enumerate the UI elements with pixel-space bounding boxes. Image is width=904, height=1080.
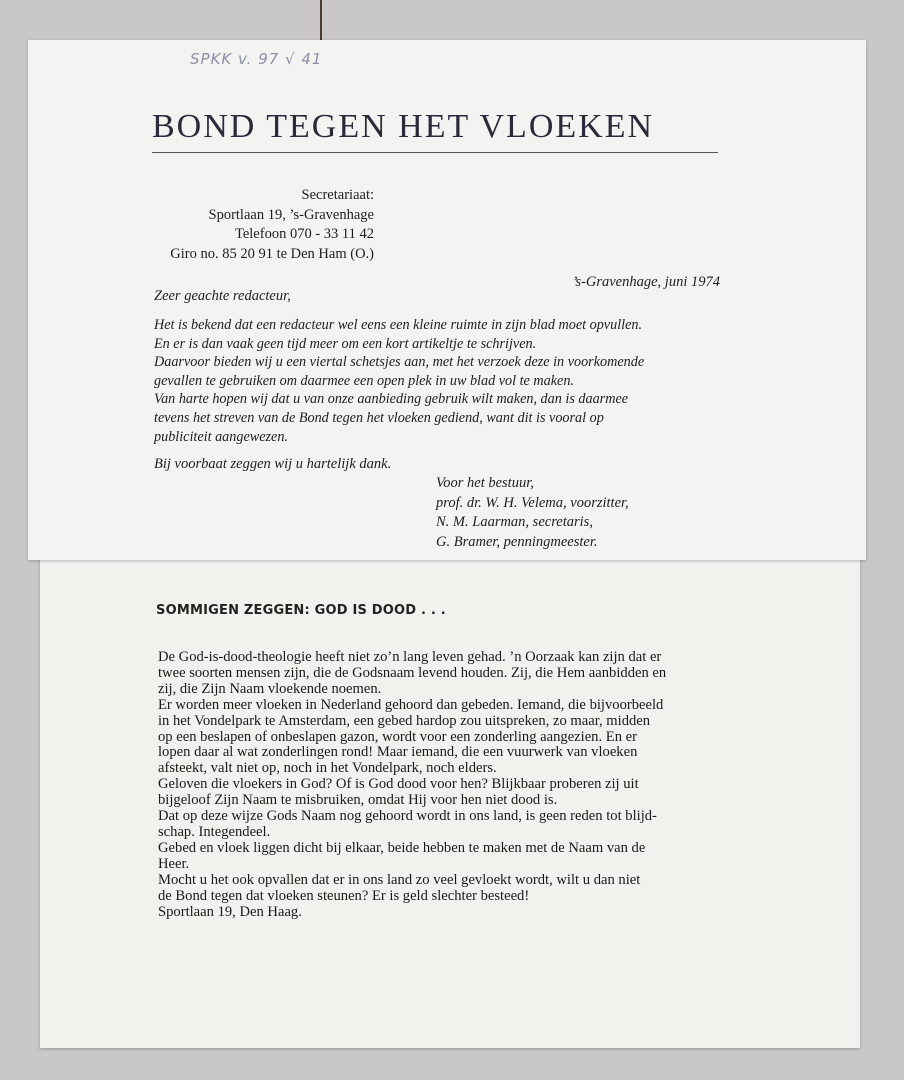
address-line: Sportlaan 19, ’s-Gravenhage bbox=[208, 206, 374, 223]
letter-date: ’s-Gravenhage, juni 1974 bbox=[572, 274, 720, 290]
article-line: Gebed en vloek liggen dicht bij elkaar, beide hebben te maken met de Naam van de bbox=[158, 839, 646, 856]
article-line: Sportlaan 19, Den Haag. bbox=[158, 903, 302, 920]
article-title: SOMMIGEN ZEGGEN: GOD IS DOOD . . . bbox=[156, 603, 446, 618]
body-line: gevallen te gebruiken om daarmee een open plek in uw blad vol te maken. bbox=[154, 372, 574, 389]
letter-body bbox=[154, 316, 720, 446]
body-line: tevens het streven van de Bond tegen het vloeken gediend, want dit is vooral op bbox=[154, 409, 604, 426]
article-line: in het Vondelpark te Amsterdam, een gebed hardop zou uitspreken, zo maar, midden bbox=[158, 712, 651, 729]
title-rule bbox=[152, 152, 718, 153]
body-line: Het is bekend dat een redacteur wel eens een kleine ruimte in zijn blad moet opvullen. bbox=[154, 317, 643, 333]
article-line: Heer. bbox=[158, 855, 190, 872]
body-line: publiciteit aangewezen. bbox=[154, 428, 288, 445]
article-body bbox=[158, 650, 724, 920]
article-line: Mocht u het ook opvallen dat er in ons land zo veel gevloekt wordt, wilt u dan niet bbox=[158, 871, 641, 888]
signature-block bbox=[436, 474, 629, 552]
address-line: Giro no. 85 20 91 te Den Ham (O.) bbox=[170, 245, 374, 262]
body-line: Van harte hopen wij dat u van onze aanbieding gebruik wilt maken, dan is daarmee bbox=[154, 391, 629, 408]
address-line: Telefoon 070 - 33 11 42 bbox=[235, 226, 374, 242]
article-line: Er worden meer vloeken in Nederland gehoord dan gebeden. Iemand, die bijvoorbeeld bbox=[158, 696, 664, 713]
salutation: Zeer geachte redacteur, bbox=[154, 288, 291, 304]
article-line: twee soorten mensen zijn, die de Godsnaam levend houden. Zij, die Hem aanbidden en bbox=[158, 664, 667, 681]
body-line: En er is dan vaak geen tijd meer om een kort artikeltje te schrijven. bbox=[154, 335, 537, 352]
signature-line: N. M. Laarman, secretaris, bbox=[436, 514, 593, 530]
letterhead-title: BOND TEGEN HET VLOEKEN bbox=[152, 108, 655, 145]
article-line: zij, die Zijn Naam vloekende noemen. bbox=[158, 680, 382, 697]
article-line: De God-is-dood-theologie heeft niet zo’n lang leven gehad. ’n Oorzaak kan zijn dat er bbox=[158, 649, 662, 665]
article-line: bijgeloof Zijn Naam te misbruiken, omdat Hij voor hen niet dood is. bbox=[158, 792, 558, 809]
article-line: Dat op deze wijze Gods Naam nog gehoord wordt in ons land, is geen reden tot blijd- bbox=[158, 808, 657, 825]
signature-line: G. Bramer, penningmeester. bbox=[436, 533, 598, 550]
body-line: Daarvoor bieden wij u een viertal schetsjes aan, met het verzoek deze in voorkomende bbox=[154, 354, 645, 371]
thanks-line: Bij voorbaat zeggen wij u hartelijk dank. bbox=[154, 456, 392, 472]
article-line: de Bond tegen dat vloeken steunen? Er is geld slechter besteed! bbox=[158, 887, 530, 904]
article-line: lopen daar al wat zonderlingen rond! Maar iemand, die een vuurwerk van vloeken bbox=[158, 744, 638, 761]
archive-note: SPKK v. 97 √ 41 bbox=[190, 50, 323, 68]
signature-line: prof. dr. W. H. Velema, voorzitter, bbox=[436, 494, 629, 511]
address-line: Secretariaat: bbox=[301, 187, 374, 203]
article-line: schap. Integendeel. bbox=[158, 823, 271, 840]
article-line: afsteekt, valt niet op, noch in het Vondelpark, noch elders. bbox=[158, 760, 497, 777]
article-line: Geloven die vloekers in God? Of is God dood voor hen? Blijkbaar proberen zij uit bbox=[158, 776, 639, 793]
letterhead-address bbox=[130, 186, 374, 264]
signature-line: Voor het bestuur, bbox=[436, 475, 534, 491]
article-line: op een beslapen of onbeslapen gazon, wordt voor een zonderling aangezien. En er bbox=[158, 728, 637, 745]
